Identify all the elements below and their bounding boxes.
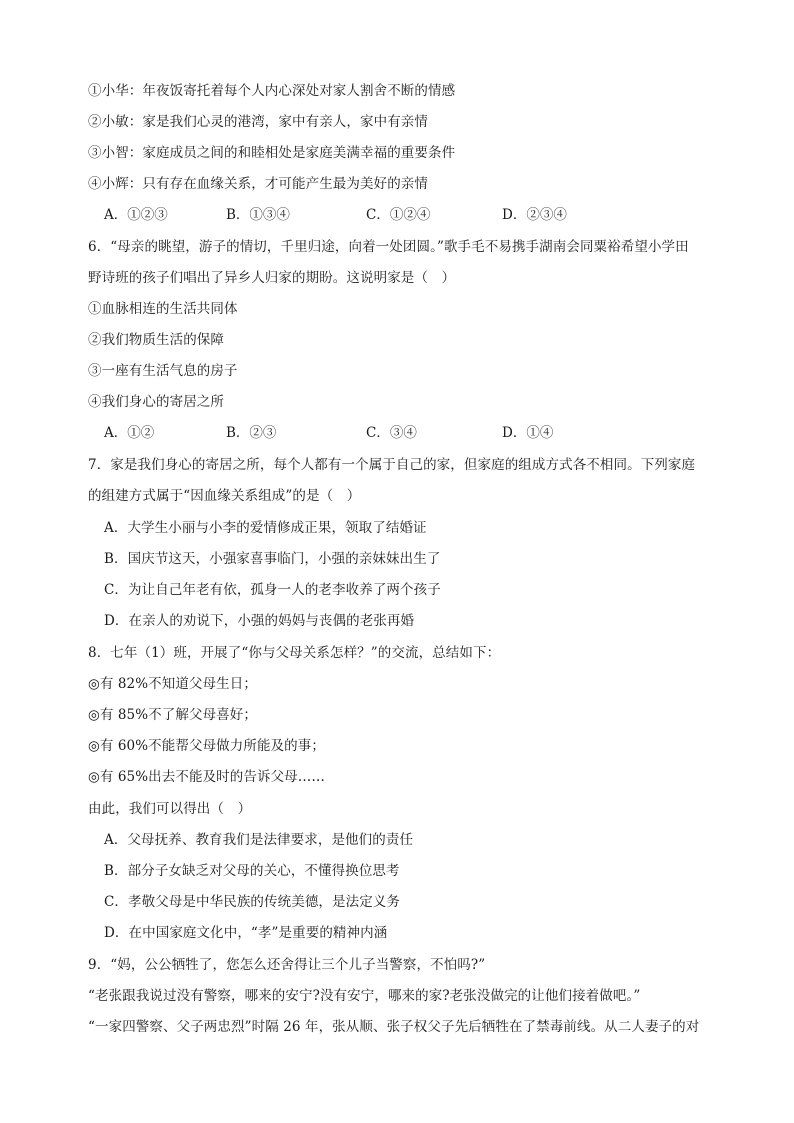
q9-line-3: “一家四警察、父子两忠烈”时隔 26 年，张从顺、张子权父子先后牺牲在了禁毒前线。从二人妻子的对 (88, 1019, 700, 1035)
q6-stem-line-2: 野诗班的孩子们唱出了异乡人归家的期盼。这说明家是（ ） (88, 270, 456, 286)
q5-statement-1: ①小华：年夜饭寄托着每个人内心深处对家人割舍不断的情感 (88, 83, 456, 99)
q8-option-b: B．部分子女缺乏对父母的关心，不懂得换位思考 (104, 863, 400, 879)
q7-option-a: A．大学生小丽与小李的爱情修成正果，领取了结婚证 (104, 520, 427, 536)
q6-choice-c: C．③④ (366, 425, 417, 441)
q6-statement-4: ④我们身心的寄居之所 (88, 394, 224, 410)
q6-statement-2: ②我们物质生活的保障 (88, 332, 224, 348)
q5-statement-3: ③小智：家庭成员之间的和睦相处是家庭美满幸福的重要条件 (88, 145, 456, 161)
q6-choice-a: A．①② (104, 425, 155, 441)
q6-stem-line-1: 6．“母亲的眺望，游子的情切，千里归途，向着一处团圆。”歌手毛不易携手湖南会同粟裕希望小学田 (88, 239, 689, 255)
q8-item-3: ◎有 60%不能帮父母做力所能及的事； (88, 738, 325, 754)
q8-option-d: D．在中国家庭文化中，“孝”是重要的精神内涵 (104, 925, 388, 941)
q5-choice-c: C．①②④ (366, 207, 431, 223)
q5-choice-d: D．②③④ (502, 207, 567, 223)
q6-choice-b: B．②③ (226, 425, 277, 441)
q6-choice-d: D．①④ (502, 425, 554, 441)
q8-item-2: ◎有 85%不了解父母喜好； (88, 707, 257, 723)
q9-line-1: 9．“妈，公公牺牲了，您怎么还舍得让三个儿子当警察，不怕吗?” (88, 957, 486, 973)
q8-option-c: C．孝敬父母是中华民族的传统美德，是法定义务 (104, 894, 401, 910)
q6-statement-3: ③一座有生活气息的房子 (88, 363, 238, 379)
q5-choice-a: A．①②③ (104, 207, 168, 223)
q5-statement-4: ④小辉：只有存在血缘关系，才可能产生最为美好的亲情 (88, 176, 428, 192)
q5-statement-2: ②小敏：家是我们心灵的港湾，家中有亲人，家中有亲情 (88, 114, 428, 130)
q5-choice-b: B．①③④ (226, 207, 290, 223)
q7-option-b: B．国庆节这天，小强家喜事临门，小强的亲妹妹出生了 (104, 551, 441, 567)
q7-stem-line-2: 的组建方式属于“因血缘关系组成”的是（ ） (88, 488, 361, 504)
q8-stem: 8．七年（1）班，开展了“你与父母关系怎样？”的交流，总结如下： (88, 645, 501, 661)
q8-lead: 由此，我们可以得出（ ） (88, 801, 252, 817)
q7-stem-line-1: 7．家是我们身心的寄居之所，每个人都有一个属于自己的家，但家庭的组成方式各不相同。下列家庭 (88, 457, 696, 473)
q7-option-d: D．在亲人的劝说下，小强的妈妈与丧偶的老张再婚 (104, 613, 415, 629)
q8-option-a: A．父母抚养、教育我们是法律要求，是他们的责任 (104, 832, 414, 848)
q8-item-1: ◎有 82%不知道父母生日； (88, 676, 257, 692)
q8-item-4: ◎有 65%出去不能及时的告诉父母…… (88, 769, 325, 785)
q7-option-c: C．为让自己年老有依，孤身一人的老李收养了两个孩子 (104, 582, 441, 598)
q9-line-2: “老张跟我说过没有警察，哪来的安宁?没有安宁，哪来的家?老张没做完的让他们接着做吧。” (88, 988, 641, 1004)
q6-statement-1: ①血脉相连的生活共同体 (88, 301, 238, 317)
